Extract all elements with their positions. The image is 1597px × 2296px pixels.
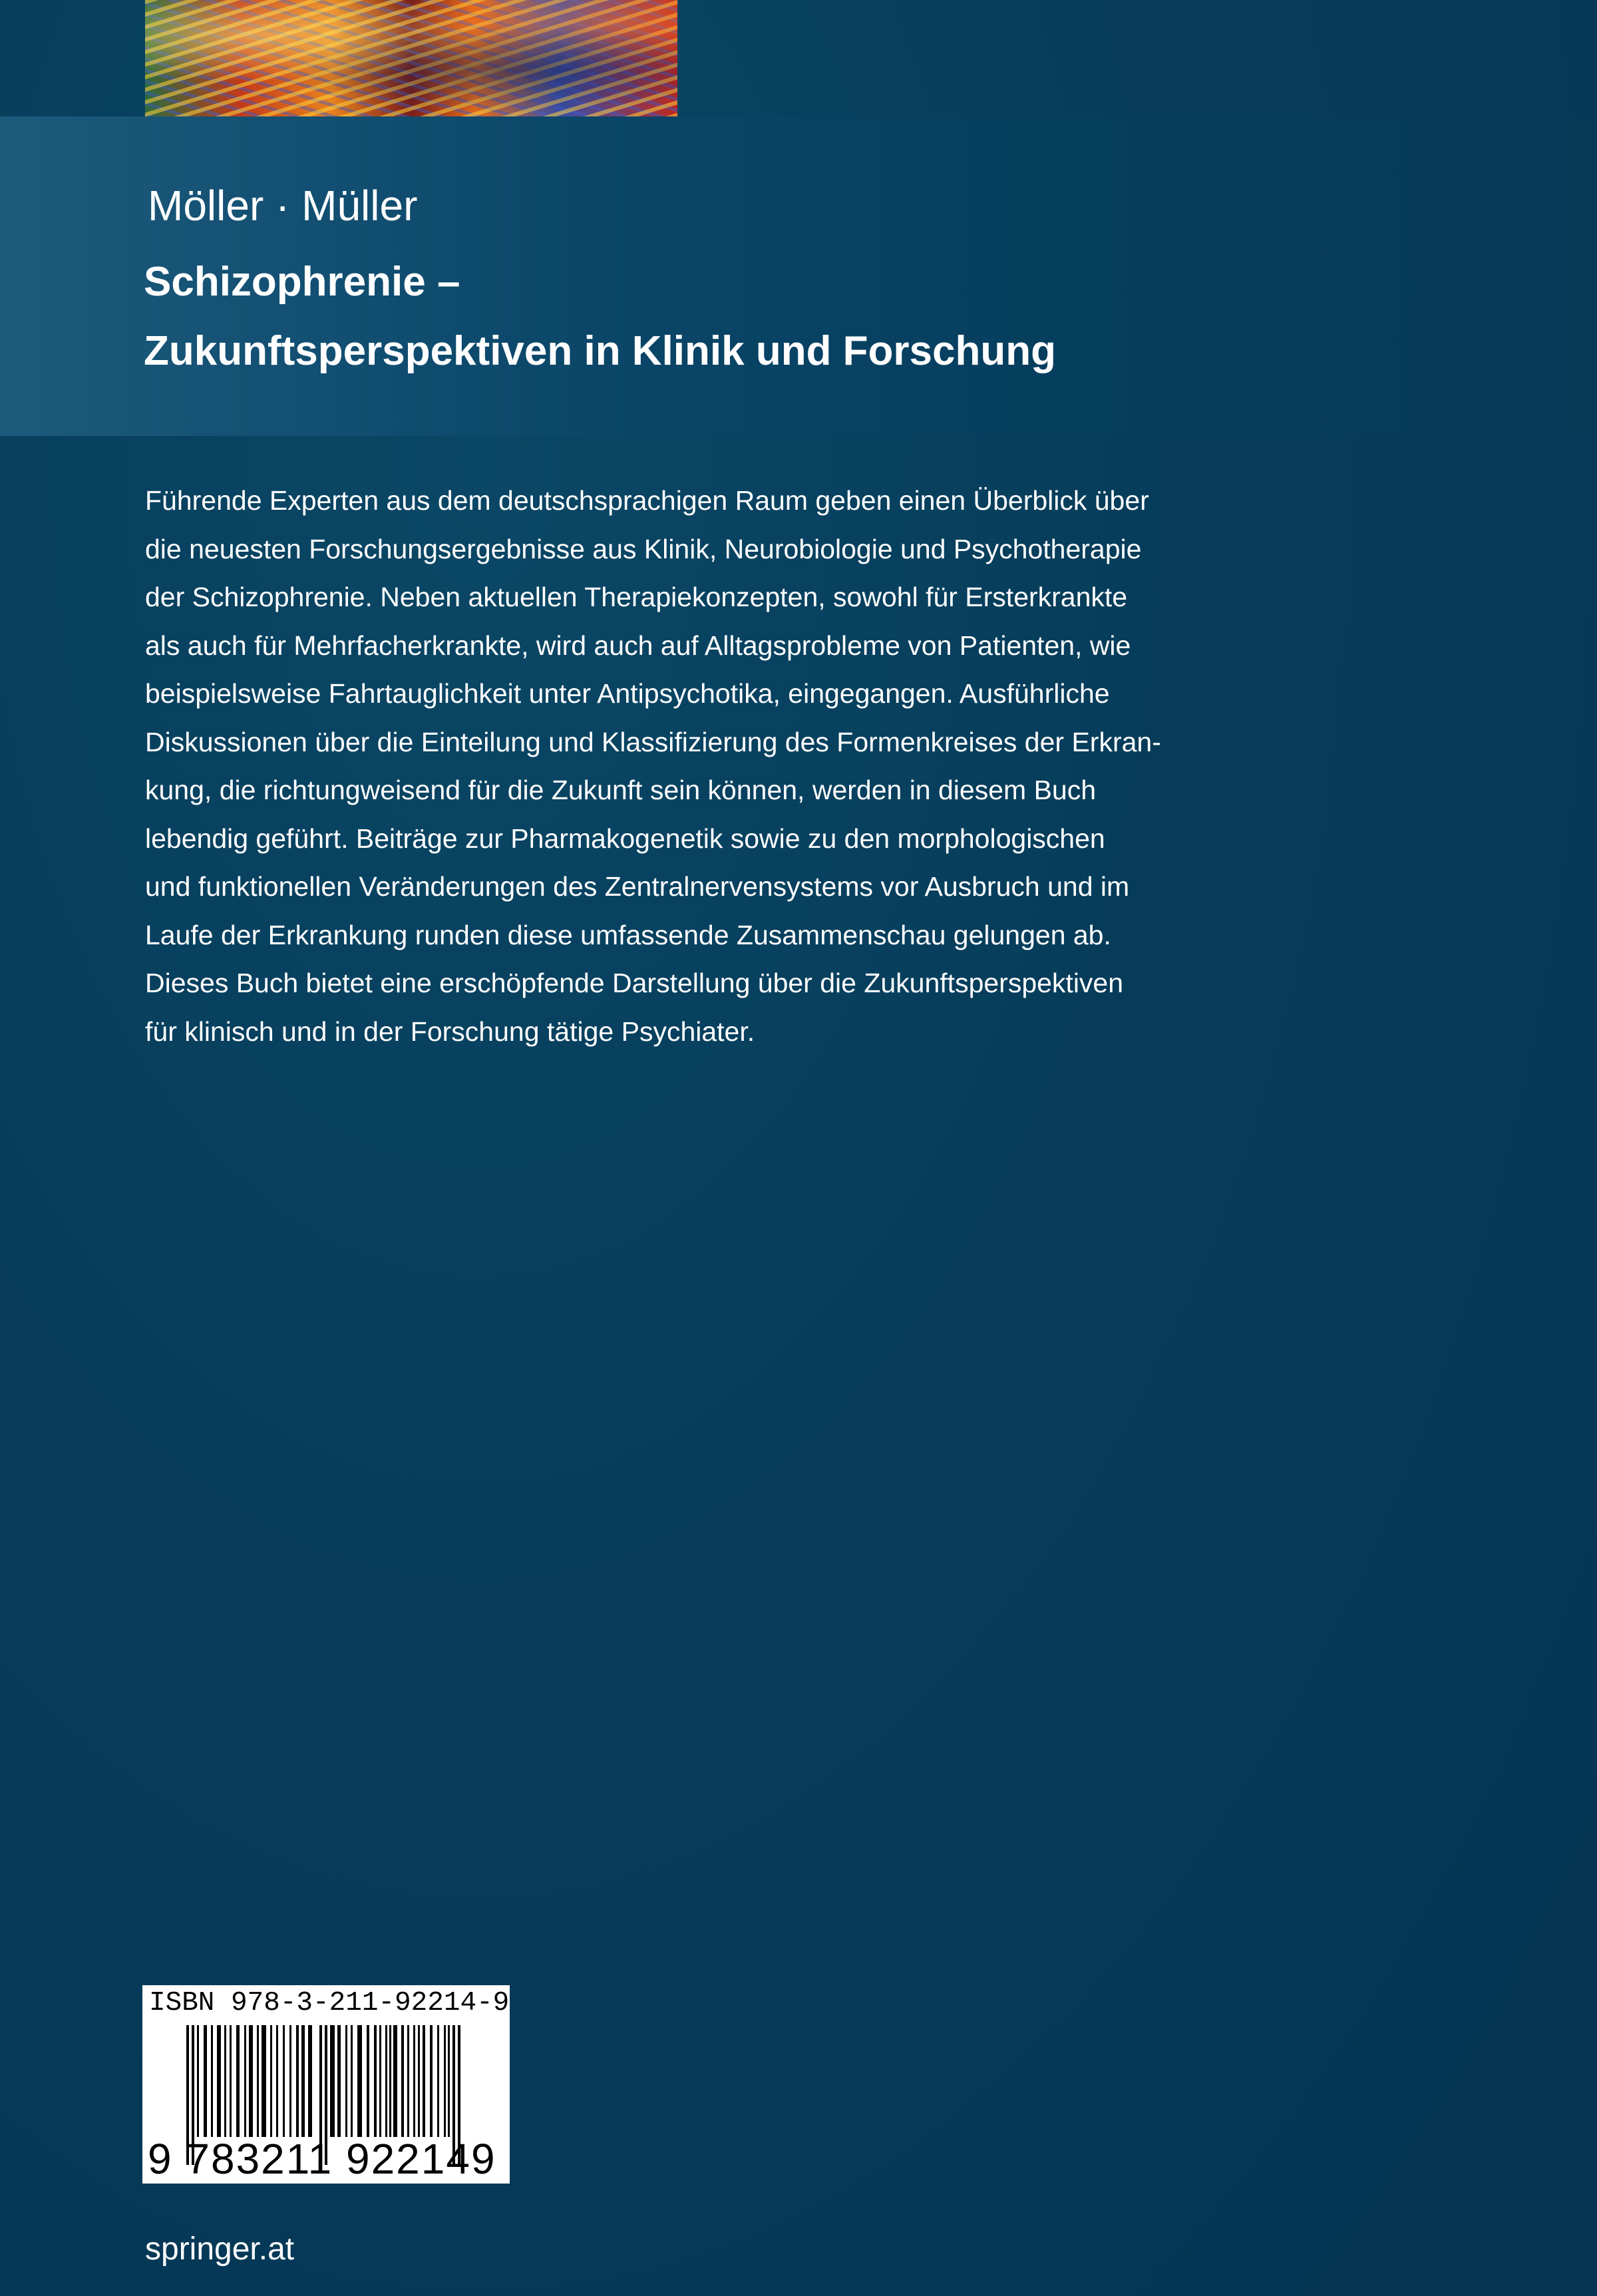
blurb-line: als auch für Mehrfacherkrankte, wird auch auf Alltagsprobleme von Patienten, wie — [145, 630, 1131, 661]
barcode-bar — [236, 2025, 240, 2137]
barcode-bar — [270, 2025, 272, 2137]
barcode-bar — [257, 2025, 259, 2137]
barcode-bar — [407, 2025, 409, 2137]
blurb-line: für klinisch und in der Forschung tätige Psychiater. — [145, 1016, 755, 1047]
barcode-bar — [296, 2025, 299, 2137]
barcode-bar — [211, 2025, 213, 2137]
barcode-bar — [357, 2025, 362, 2137]
blurb-line: Führende Experten aus dem deutschsprachigen Raum geben einen Überblick über — [145, 485, 1149, 516]
barcode-bar — [230, 2025, 232, 2137]
cover-art-image — [145, 0, 677, 116]
authors: Möller · Müller — [148, 182, 418, 230]
barcode-bar — [301, 2025, 305, 2137]
barcode-bar — [197, 2025, 199, 2137]
barcode-bar — [437, 2025, 439, 2137]
barcode-bar — [430, 2025, 433, 2137]
barcode-bar — [345, 2025, 347, 2137]
barcode-bar — [308, 2025, 312, 2137]
publisher-url[interactable]: springer.at — [145, 2231, 295, 2267]
blurb-line: beispielsweise Fahrtauglichkeit unter Antipsychotika, eingegangen. Ausführliche — [145, 678, 1110, 709]
blurb-line: kung, die richtungweisend für die Zukunft sein können, werden in diesem Buch — [145, 775, 1097, 805]
blurb-line: der Schizophrenie. Neben aktuellen Therapiekonzepten, sowohl für Ersterkrankte — [145, 582, 1128, 612]
blurb-line: Dieses Buch bietet eine erschöpfende Darstellung über die Zukunftsperspektiven — [145, 968, 1124, 998]
barcode-bar — [337, 2025, 341, 2137]
barcode-bar — [379, 2025, 381, 2137]
barcode-bar — [448, 2025, 450, 2137]
blurb-line: die neuesten Forschungsergebnisse aus Klinik, Neurobiologie und Psychotherapie — [145, 533, 1142, 564]
title-line: Zukunftsperspektiven in Klinik und Forschung — [144, 328, 1056, 374]
barcode-bar — [444, 2025, 446, 2137]
barcode-bar — [367, 2025, 369, 2137]
barcode-bar — [413, 2025, 415, 2137]
barcode-bar — [289, 2025, 291, 2137]
barcode-bar — [393, 2025, 397, 2137]
barcode-bar — [423, 2025, 425, 2137]
barcode-bar — [351, 2025, 353, 2137]
blurb-line: Laufe der Erkrankung runden diese umfassende Zusammenschau gelungen ab. — [145, 919, 1111, 950]
blurb-line: und funktionellen Veränderungen des Zentralnervensystems vor Ausbruch und im — [145, 871, 1130, 902]
barcode-bar — [374, 2025, 377, 2137]
isbn-label: ISBN 978-3-211-92214-9 — [149, 1988, 510, 2018]
barcode-bar — [385, 2025, 387, 2137]
barcode-bar — [330, 2025, 335, 2137]
barcode-bar — [418, 2025, 420, 2137]
barcode-bar — [224, 2025, 226, 2137]
barcode-digits: 9 783211 922149 — [148, 2135, 496, 2183]
barcode-bar — [249, 2025, 253, 2137]
blurb-line: Diskussionen über die Einteilung und Klassifizierung des Formenkreises der Erkran- — [145, 726, 1161, 757]
barcode-bar — [217, 2025, 221, 2137]
barcode-bar — [262, 2025, 266, 2137]
barcode-bar — [401, 2025, 404, 2137]
blurb — [145, 477, 1161, 1055]
blurb-line: lebendig geführt. Beiträge zur Pharmakogenetik sowie zu den morphologischen — [145, 823, 1105, 854]
barcode-bar — [244, 2025, 246, 2137]
barcode-bar — [276, 2025, 278, 2137]
book-title — [144, 248, 1056, 386]
isbn-barcode — [142, 1985, 510, 2184]
title-line: Schizophrenie – — [144, 259, 460, 305]
barcode-bar — [283, 2025, 285, 2137]
barcode-bar — [204, 2025, 207, 2137]
barcode-bar — [389, 2025, 391, 2137]
